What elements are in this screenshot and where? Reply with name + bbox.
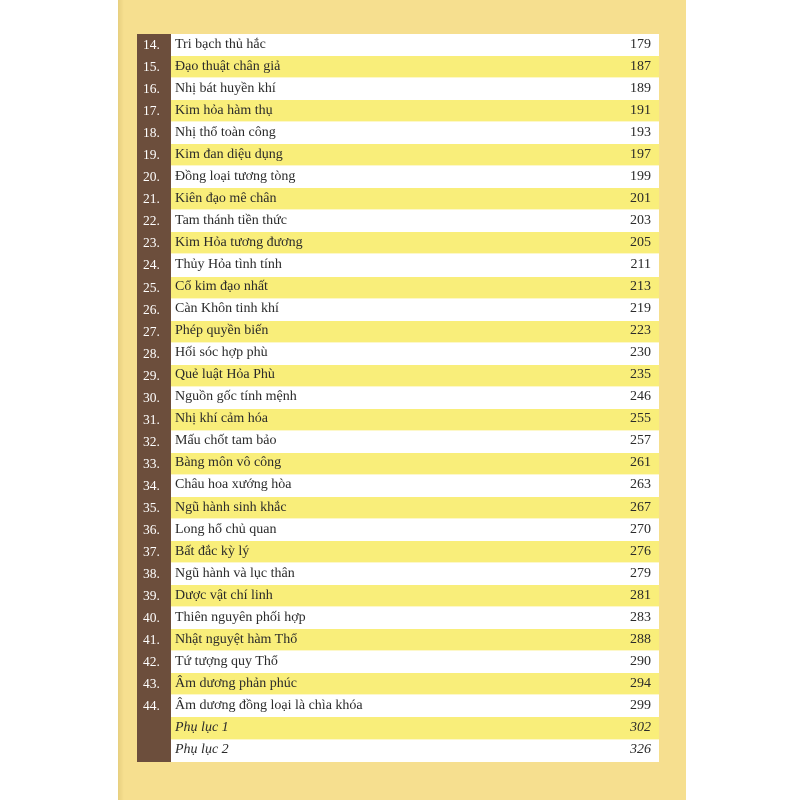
toc-cell [171, 343, 659, 365]
page-number: 288 [630, 631, 651, 647]
chapter-number: 16. [137, 78, 171, 100]
toc-cell [171, 277, 659, 299]
chapter-title: Bất đắc kỳ lý [175, 543, 250, 559]
chapter-title: Châu hoa xướng hòa [175, 477, 292, 493]
toc-cell [171, 210, 659, 232]
chapter-title: Cổ kim đạo nhất [175, 279, 268, 295]
page-number: 193 [630, 124, 651, 140]
chapter-number: 42. [137, 651, 171, 673]
page-number: 179 [630, 36, 651, 52]
toc-row [137, 100, 659, 122]
chapter-title: Nhật nguyệt hàm Thổ [175, 631, 298, 647]
page-number: 213 [630, 279, 651, 295]
toc-cell [171, 387, 659, 409]
toc-row [137, 254, 659, 276]
chapter-title: Thiên nguyên phối hợp [175, 609, 306, 625]
toc-row [137, 188, 659, 210]
chapter-title: Âm dương phản phúc [175, 675, 297, 691]
toc-row [137, 673, 659, 695]
page-number: 281 [630, 587, 651, 603]
chapter-title: Phép quyền biến [175, 323, 269, 339]
toc-row [137, 475, 659, 497]
chapter-number: 22. [137, 210, 171, 232]
chapter-title: Nguồn gốc tính mệnh [175, 389, 297, 405]
toc-row [137, 321, 659, 343]
toc-cell [171, 629, 659, 651]
chapter-title: Kim Hỏa tương đương [175, 234, 303, 250]
toc-row [137, 695, 659, 717]
toc-cell [171, 717, 659, 739]
chapter-number: 31. [137, 409, 171, 431]
toc-row [137, 387, 659, 409]
toc-cell [171, 254, 659, 276]
toc-row [137, 144, 659, 166]
chapter-number: 15. [137, 56, 171, 78]
chapter-number: 26. [137, 299, 171, 321]
page-number: 230 [630, 345, 651, 361]
page-edge-shadow [118, 0, 124, 800]
page-number: 299 [630, 697, 651, 713]
page-number: 246 [630, 389, 651, 405]
chapter-number: 39. [137, 585, 171, 607]
toc-row [137, 431, 659, 453]
chapter-number: 30. [137, 387, 171, 409]
toc-cell [171, 299, 659, 321]
chapter-title: Nhị thổ toàn công [175, 124, 276, 140]
chapter-number: 20. [137, 166, 171, 188]
chapter-title: Nhị bát huyền khí [175, 80, 276, 96]
toc-row [137, 78, 659, 100]
chapter-number: 35. [137, 497, 171, 519]
page-number: 203 [630, 212, 651, 228]
page-number: 205 [630, 234, 651, 250]
chapter-title: Ngũ hành sinh khắc [175, 499, 287, 515]
toc-cell [171, 166, 659, 188]
page-number: 326 [630, 742, 651, 758]
chapter-title: Đạo thuật chân giả [175, 58, 281, 74]
chapter-number: 43. [137, 673, 171, 695]
toc-cell [171, 740, 659, 762]
toc-cell [171, 78, 659, 100]
chapter-number: 18. [137, 122, 171, 144]
page-number: 302 [630, 719, 651, 735]
toc-row [137, 563, 659, 585]
page-number: 255 [630, 411, 651, 427]
toc-row [137, 519, 659, 541]
toc-cell [171, 188, 659, 210]
toc-cell [171, 695, 659, 717]
chapter-title: Âm dương đồng loại là chìa khóa [175, 697, 363, 713]
toc-cell [171, 497, 659, 519]
table-of-contents [137, 34, 659, 762]
toc-row [137, 409, 659, 431]
chapter-number: 36. [137, 519, 171, 541]
chapter-number: 40. [137, 607, 171, 629]
chapter-title: Long hổ chủ quan [175, 521, 277, 537]
toc-row [137, 343, 659, 365]
chapter-title: Tri bạch thủ hắc [175, 36, 266, 52]
page-number: 211 [630, 256, 651, 272]
toc-cell [171, 563, 659, 585]
toc-cell [171, 34, 659, 56]
page-number: 276 [630, 543, 651, 559]
chapter-title: Bàng môn vô công [175, 455, 282, 471]
toc-cell [171, 122, 659, 144]
toc-cell [171, 541, 659, 563]
page-number: 223 [630, 323, 651, 339]
page-number: 267 [630, 499, 651, 515]
page-number: 235 [630, 367, 651, 383]
chapter-number: 37. [137, 541, 171, 563]
chapter-number: 34. [137, 475, 171, 497]
page-number: 263 [630, 477, 651, 493]
chapter-title: Nhị khí cảm hóa [175, 411, 268, 427]
page-number: 201 [630, 190, 651, 206]
toc-row [137, 453, 659, 475]
toc-cell [171, 475, 659, 497]
toc-cell [171, 607, 659, 629]
toc-row-appendix [137, 740, 659, 762]
toc-cell [171, 56, 659, 78]
chapter-number: 17. [137, 100, 171, 122]
toc-row [137, 34, 659, 56]
toc-cell [171, 519, 659, 541]
toc-row [137, 299, 659, 321]
page-number: 270 [630, 521, 651, 537]
page-number: 219 [630, 301, 651, 317]
chapter-title: Đồng loại tương tòng [175, 168, 296, 184]
appendix-title: Phụ lục 1 [175, 719, 229, 735]
chapter-number-empty [137, 717, 171, 739]
chapter-number: 33. [137, 453, 171, 475]
chapter-number: 28. [137, 343, 171, 365]
chapter-title: Càn Khôn tinh khí [175, 301, 279, 317]
toc-cell [171, 651, 659, 673]
page-number: 279 [630, 565, 651, 581]
toc-row [137, 651, 659, 673]
chapter-number: 23. [137, 232, 171, 254]
page-number: 199 [630, 168, 651, 184]
chapter-title: Mấu chốt tam bảo [175, 433, 277, 449]
toc-row [137, 585, 659, 607]
chapter-number: 32. [137, 431, 171, 453]
toc-cell [171, 585, 659, 607]
chapter-number: 21. [137, 188, 171, 210]
chapter-number: 44. [137, 695, 171, 717]
chapter-number: 29. [137, 365, 171, 387]
toc-row [137, 166, 659, 188]
chapter-title: Kiên đạo mê chân [175, 190, 277, 206]
page-number: 257 [630, 433, 651, 449]
chapter-title: Dược vật chí linh [175, 587, 273, 603]
chapter-title: Kim hỏa hàm thụ [175, 102, 273, 118]
page-number: 187 [630, 58, 651, 74]
chapter-number: 27. [137, 321, 171, 343]
chapter-number: 38. [137, 563, 171, 585]
toc-row [137, 277, 659, 299]
page-number: 191 [630, 102, 651, 118]
chapter-number: 24. [137, 254, 171, 276]
chapter-number: 25. [137, 277, 171, 299]
toc-cell [171, 365, 659, 387]
chapter-number: 14. [137, 34, 171, 56]
toc-row [137, 607, 659, 629]
chapter-number: 19. [137, 144, 171, 166]
toc-cell [171, 232, 659, 254]
page-number: 294 [630, 675, 651, 691]
chapter-title: Thủy Hỏa tình tính [175, 256, 282, 272]
page-number: 283 [630, 609, 651, 625]
toc-cell [171, 673, 659, 695]
chapter-title: Tam thánh tiền thức [175, 212, 287, 228]
toc-row [137, 497, 659, 519]
chapter-title: Ngũ hành và lục thân [175, 565, 295, 581]
toc-row [137, 56, 659, 78]
chapter-number: 41. [137, 629, 171, 651]
toc-row [137, 629, 659, 651]
toc-cell [171, 453, 659, 475]
appendix-title: Phụ lục 2 [175, 742, 229, 758]
page-number: 197 [630, 146, 651, 162]
toc-cell [171, 144, 659, 166]
chapter-number-empty [137, 740, 171, 762]
toc-cell [171, 321, 659, 343]
page-number: 261 [630, 455, 651, 471]
toc-row-appendix [137, 717, 659, 739]
page-number: 290 [630, 653, 651, 669]
toc-cell [171, 409, 659, 431]
toc-row [137, 365, 659, 387]
toc-row [137, 232, 659, 254]
page-number: 189 [630, 80, 651, 96]
chapter-title: Kim đan diệu dụng [175, 146, 283, 162]
chapter-title: Tứ tượng quy Thổ [175, 653, 278, 669]
toc-cell [171, 431, 659, 453]
toc-row [137, 210, 659, 232]
toc-cell [171, 100, 659, 122]
chapter-title: Hối sóc hợp phù [175, 345, 268, 361]
toc-row [137, 541, 659, 563]
chapter-title: Quẻ luật Hỏa Phù [175, 367, 275, 383]
toc-row [137, 122, 659, 144]
